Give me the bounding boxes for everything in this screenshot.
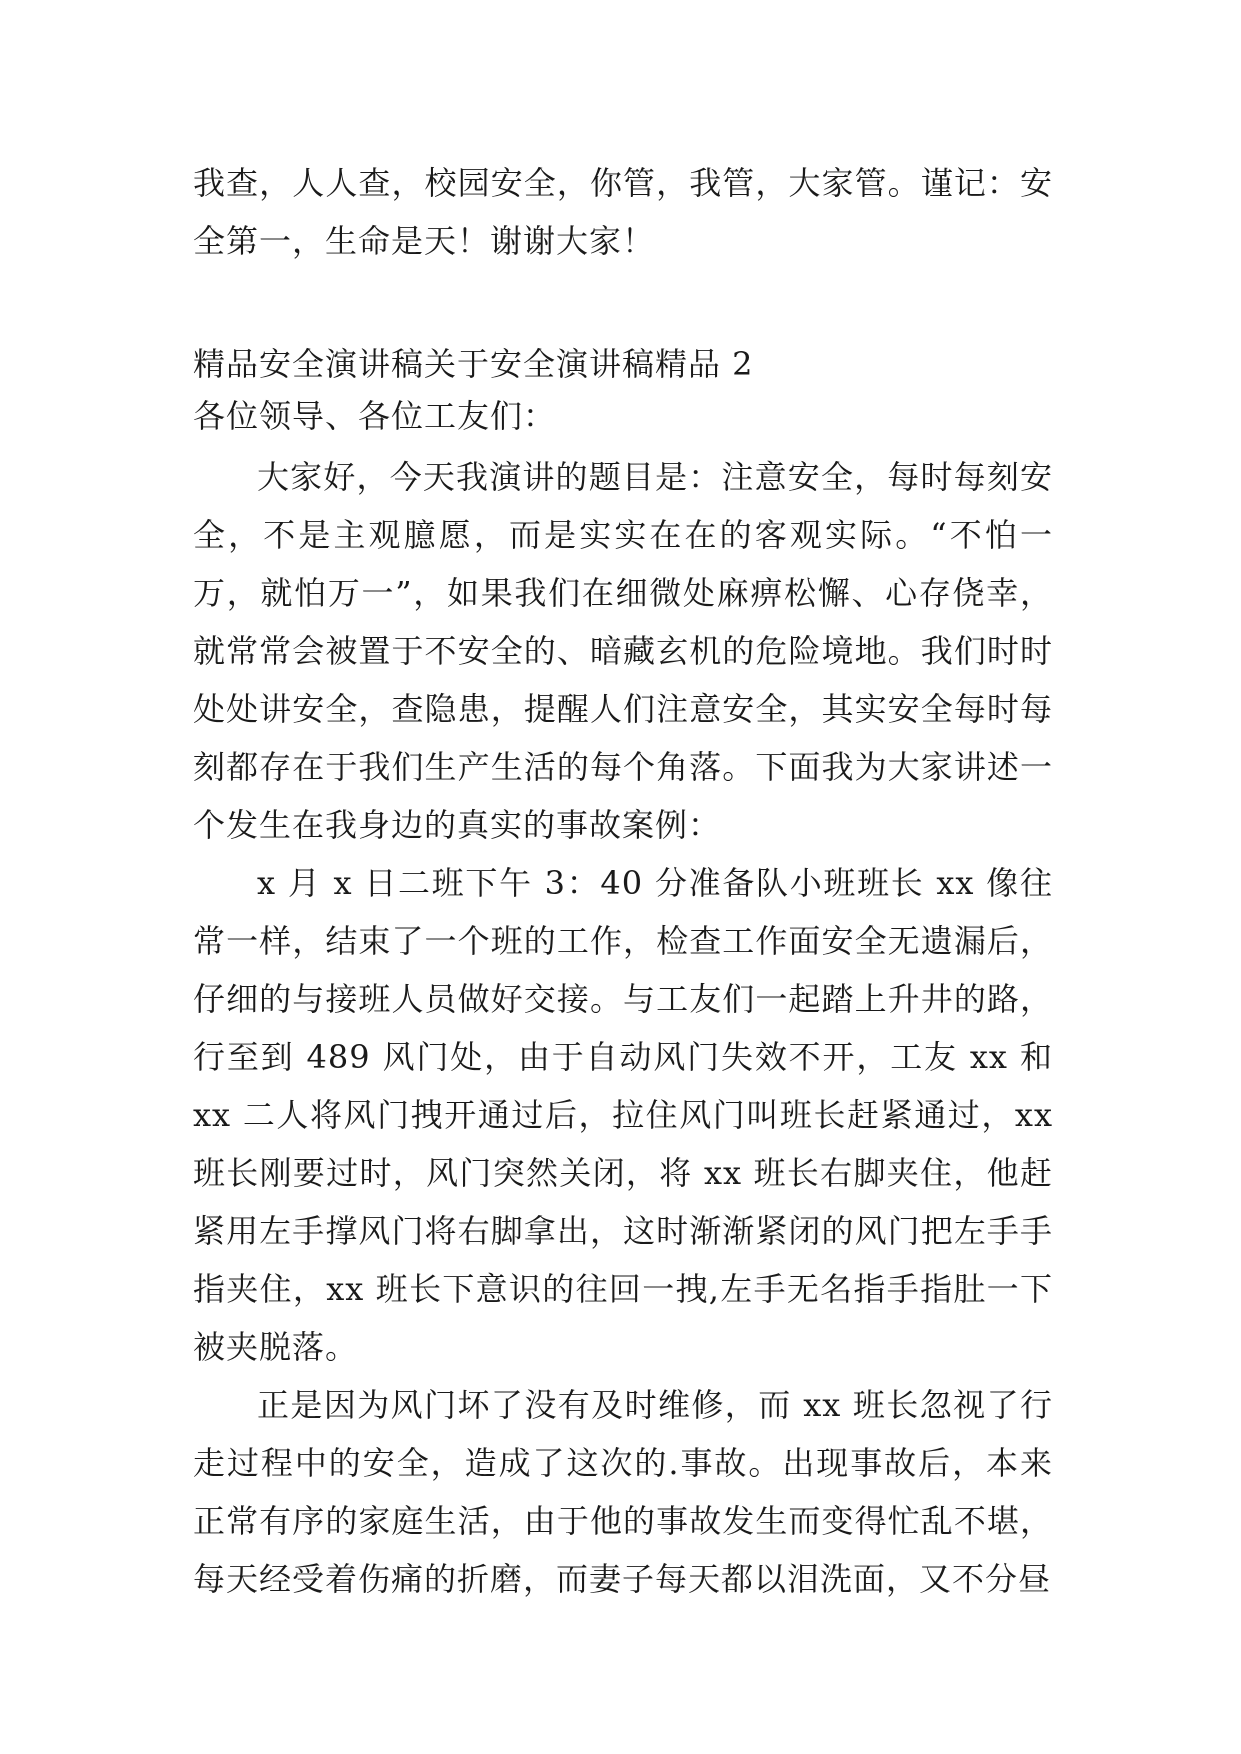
salutation: 各位领导、各位工友们： (193, 397, 557, 435)
body-paragraph-3: 正是因为风门坏了没有及时维修，而 xx 班长忽视了行走过程中的安全，造成了这次的.事故。出现事故后，本来正常有序的家庭生活，由于他的事故发生而变得忙乱不堪，每天经受着伤痛的折磨，而妻子每天都以泪洗面，又不分昼 (193, 1386, 1053, 1598)
article-title: 精品安全演讲稿关于安全演讲稿精品 2 (193, 345, 754, 383)
body-paragraph-1: 大家好，今天我演讲的题目是：注意安全，每时每刻安全，不是主观臆愿，而是实实在在的客观实际。“不怕一万，就怕万一”，如果我们在细微处麻痹松懈、心存侥幸，就常常会被置于不安全的、暗藏玄机的危险境地。我们时时处处讲安全，查隐患，提醒人们注意安全，其实安全每时每刻都存在于我们生产生活的每个角落。下面我为大家讲述一个发生在我身边的真实的事故案例： (193, 458, 1053, 844)
opening-section (193, 154, 1053, 270)
body-paragraph-2: x 月 x 日二班下午 3：40 分准备队小班班长 xx 像往常一样，结束了一个班的工作，检查工作面安全无遗漏后，仔细的与接班人员做好交接。与工友们一起踏上升井的路，行至到 489 风门处，由于自动风门失效不开，工友 xx 和 xx 二人将风门拽开通过后，拉住风门叫班长赶紧通过，xx 班长刚要过时，风门突然关闭，将 xx 班长右脚夹住，他赶紧用左手撑风门将右脚拿出，这时渐渐紧闭的风门把左手手指夹住，xx 班长下意识的往回一拽,左手无名指手指肚一下被夹脱落。 (193, 864, 1053, 1366)
speech-article (193, 338, 1053, 1608)
closing-paragraph: 我查，人人查，校园安全，你管，我管，大家管。谨记：安全第一，生命是天！谢谢大家！ (193, 164, 1053, 260)
